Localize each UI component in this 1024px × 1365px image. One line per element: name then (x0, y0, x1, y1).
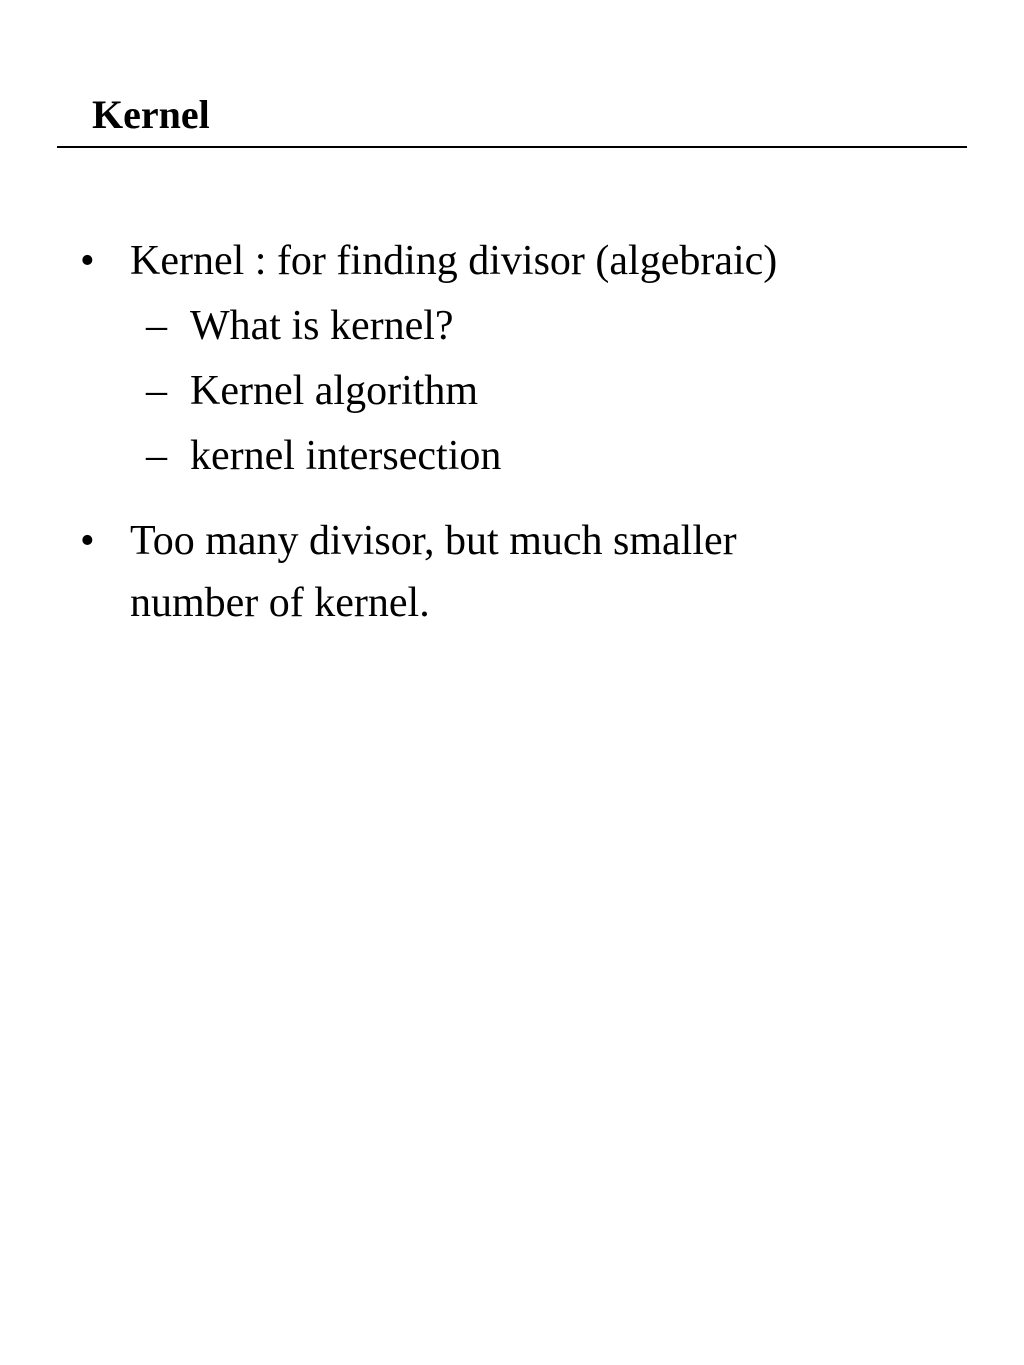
bullet-text: Too many divisor, but much smaller number of kernel. (130, 518, 737, 626)
sub-item-marker: – (146, 303, 167, 349)
bullet-marker: • (80, 518, 95, 564)
slide-title: Kernel (92, 92, 210, 137)
sub-item-marker: – (146, 433, 167, 479)
sub-item-text: Kernel algorithm (190, 368, 479, 414)
bullet-marker: • (80, 238, 95, 284)
title-divider (57, 146, 967, 148)
sub-item-marker: – (146, 368, 167, 414)
bullet-text: Kernel : for finding divisor (algebraic) (130, 238, 778, 284)
sub-item-text: What is kernel? (190, 303, 454, 349)
sub-item-text: kernel intersection (190, 433, 502, 479)
